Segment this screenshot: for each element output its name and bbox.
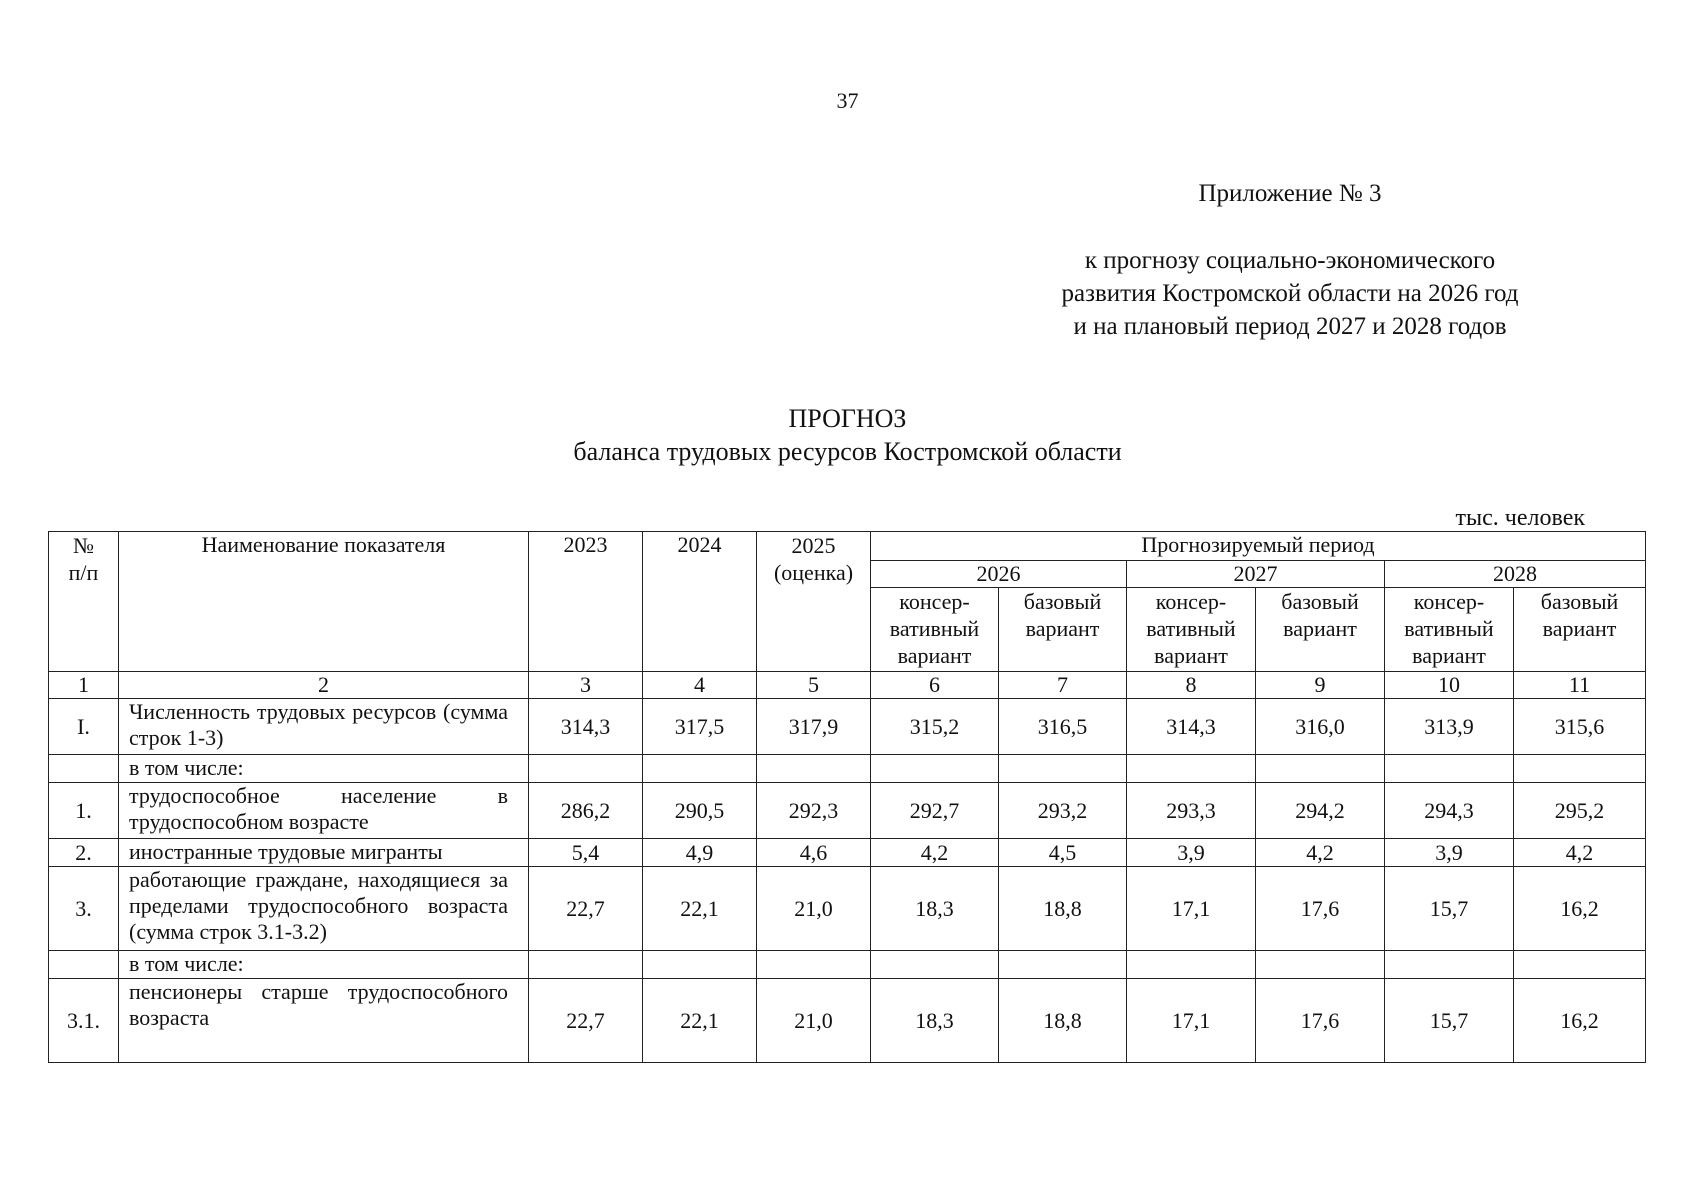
row-value: 21,0 <box>757 867 871 951</box>
document-title <box>0 402 1695 468</box>
header-year-2028: 2028 <box>1385 561 1646 588</box>
forecast-table <box>48 531 1646 1063</box>
row-value: 17,6 <box>1256 867 1385 951</box>
row-value: 313,9 <box>1385 699 1514 755</box>
column-number: 8 <box>1127 672 1256 699</box>
row-value <box>529 755 643 783</box>
row-value <box>1127 951 1256 979</box>
table-row <box>49 783 1646 839</box>
row-value: 315,6 <box>1514 699 1646 755</box>
column-number: 4 <box>643 672 757 699</box>
header-base: базовый вариант <box>1514 588 1646 672</box>
row-value: 294,2 <box>1256 783 1385 839</box>
row-value: 4,2 <box>1256 839 1385 867</box>
row-index: I. <box>49 699 119 755</box>
row-value: 18,8 <box>999 979 1127 1063</box>
row-value <box>643 755 757 783</box>
column-number: 3 <box>529 672 643 699</box>
row-value: 15,7 <box>1385 867 1514 951</box>
appendix-line: к прогнозу социально-экономического <box>1084 247 1496 274</box>
row-value: 290,5 <box>643 783 757 839</box>
header-base: базовый вариант <box>1256 588 1385 672</box>
row-value: 314,3 <box>529 699 643 755</box>
row-value: 317,9 <box>757 699 871 755</box>
row-value <box>999 951 1127 979</box>
table-row <box>49 951 1646 979</box>
row-value: 22,7 <box>529 867 643 951</box>
row-value: 3,9 <box>1127 839 1256 867</box>
row-value: 18,8 <box>999 867 1127 951</box>
row-index: 3.1. <box>49 979 119 1063</box>
table-row <box>49 867 1646 951</box>
row-value: 286,2 <box>529 783 643 839</box>
row-name: пенсионеры старше трудоспособного возраста <box>119 979 529 1063</box>
header-conservative: консер-вативный вариант <box>871 588 999 672</box>
header-row-1 <box>49 532 1646 561</box>
header-name: Наименование показателя <box>119 532 529 672</box>
row-value: 316,5 <box>999 699 1127 755</box>
column-number: 7 <box>999 672 1127 699</box>
row-value: 294,3 <box>1385 783 1514 839</box>
column-number: 1 <box>49 672 119 699</box>
appendix-subtitle <box>1020 244 1560 343</box>
row-value: 22,1 <box>643 867 757 951</box>
row-value <box>643 951 757 979</box>
column-number: 10 <box>1385 672 1514 699</box>
row-value: 295,2 <box>1514 783 1646 839</box>
column-number: 9 <box>1256 672 1385 699</box>
column-number: 6 <box>871 672 999 699</box>
row-index: 3. <box>49 867 119 951</box>
row-value: 316,0 <box>1256 699 1385 755</box>
row-value <box>529 951 643 979</box>
row-value <box>1514 951 1646 979</box>
row-value: 4,5 <box>999 839 1127 867</box>
row-value: 22,1 <box>643 979 757 1063</box>
row-value: 22,7 <box>529 979 643 1063</box>
document-title-main: ПРОГНОЗ <box>788 404 907 433</box>
header-forecast-period: Прогнозируемый период <box>871 532 1646 561</box>
row-value <box>1256 951 1385 979</box>
appendix-line: и на плановый период 2027 и 2028 годов <box>1073 313 1507 340</box>
row-value: 292,7 <box>871 783 999 839</box>
row-value: 314,3 <box>1127 699 1256 755</box>
row-value <box>1127 755 1256 783</box>
header-year-2026: 2026 <box>871 561 1127 588</box>
table-row <box>49 755 1646 783</box>
row-index: 1. <box>49 783 119 839</box>
row-value <box>1256 755 1385 783</box>
table-row <box>49 699 1646 755</box>
column-number: 11 <box>1514 672 1646 699</box>
row-value: 293,2 <box>999 783 1127 839</box>
row-value <box>1385 951 1514 979</box>
row-name: Численность трудовых ресурсов (сумма строк 1-3) <box>119 699 529 755</box>
row-value: 4,2 <box>871 839 999 867</box>
row-value: 16,2 <box>1514 867 1646 951</box>
header-num: № п/п <box>49 532 119 672</box>
document-title-sub: баланса трудовых ресурсов Костромской области <box>573 437 1122 466</box>
table-row <box>49 979 1646 1063</box>
row-value <box>1385 755 1514 783</box>
row-index <box>49 755 119 783</box>
units-label: тыс. человек <box>1455 505 1585 531</box>
row-value: 315,2 <box>871 699 999 755</box>
header-2023: 2023 <box>529 532 643 672</box>
row-index <box>49 951 119 979</box>
row-value: 293,3 <box>1127 783 1256 839</box>
row-name: в том числе: <box>119 755 529 783</box>
row-value: 317,5 <box>643 699 757 755</box>
header-base: базовый вариант <box>999 588 1127 672</box>
row-value <box>1514 755 1646 783</box>
row-value: 17,6 <box>1256 979 1385 1063</box>
row-value: 4,6 <box>757 839 871 867</box>
column-number: 2 <box>119 672 529 699</box>
column-number-row <box>49 672 1646 699</box>
appendix-line: развития Костромской области на 2026 год <box>1061 280 1519 307</box>
row-name: в том числе: <box>119 951 529 979</box>
column-number: 5 <box>757 672 871 699</box>
row-name: работающие граждане, находящиеся за пределами трудоспособного возраста (сумма строк 3.1-3.2) <box>119 867 529 951</box>
appendix-title: Приложение № 3 <box>1198 180 1382 207</box>
row-value: 4,2 <box>1514 839 1646 867</box>
row-value: 4,9 <box>643 839 757 867</box>
table-row <box>49 839 1646 867</box>
header-2024: 2024 <box>643 532 757 672</box>
row-index: 2. <box>49 839 119 867</box>
row-value: 5,4 <box>529 839 643 867</box>
row-value <box>999 755 1127 783</box>
header-conservative: консер-вативный вариант <box>1127 588 1256 672</box>
row-value: 18,3 <box>871 867 999 951</box>
row-value: 16,2 <box>1514 979 1646 1063</box>
row-value: 3,9 <box>1385 839 1514 867</box>
row-value <box>757 951 871 979</box>
row-value: 18,3 <box>871 979 999 1063</box>
row-value: 292,3 <box>757 783 871 839</box>
header-2025: 2025 (оценка) <box>757 532 871 672</box>
header-year-2027: 2027 <box>1127 561 1385 588</box>
page-number: 37 <box>836 88 859 113</box>
row-value: 17,1 <box>1127 979 1256 1063</box>
row-value <box>871 951 999 979</box>
header-conservative: консер-вативный вариант <box>1385 588 1514 672</box>
row-name: иностранные трудовые мигранты <box>119 839 529 867</box>
row-value: 21,0 <box>757 979 871 1063</box>
row-value <box>757 755 871 783</box>
row-value <box>871 755 999 783</box>
row-name: трудоспособное население в трудоспособном возрасте <box>119 783 529 839</box>
row-value: 15,7 <box>1385 979 1514 1063</box>
row-value: 17,1 <box>1127 867 1256 951</box>
